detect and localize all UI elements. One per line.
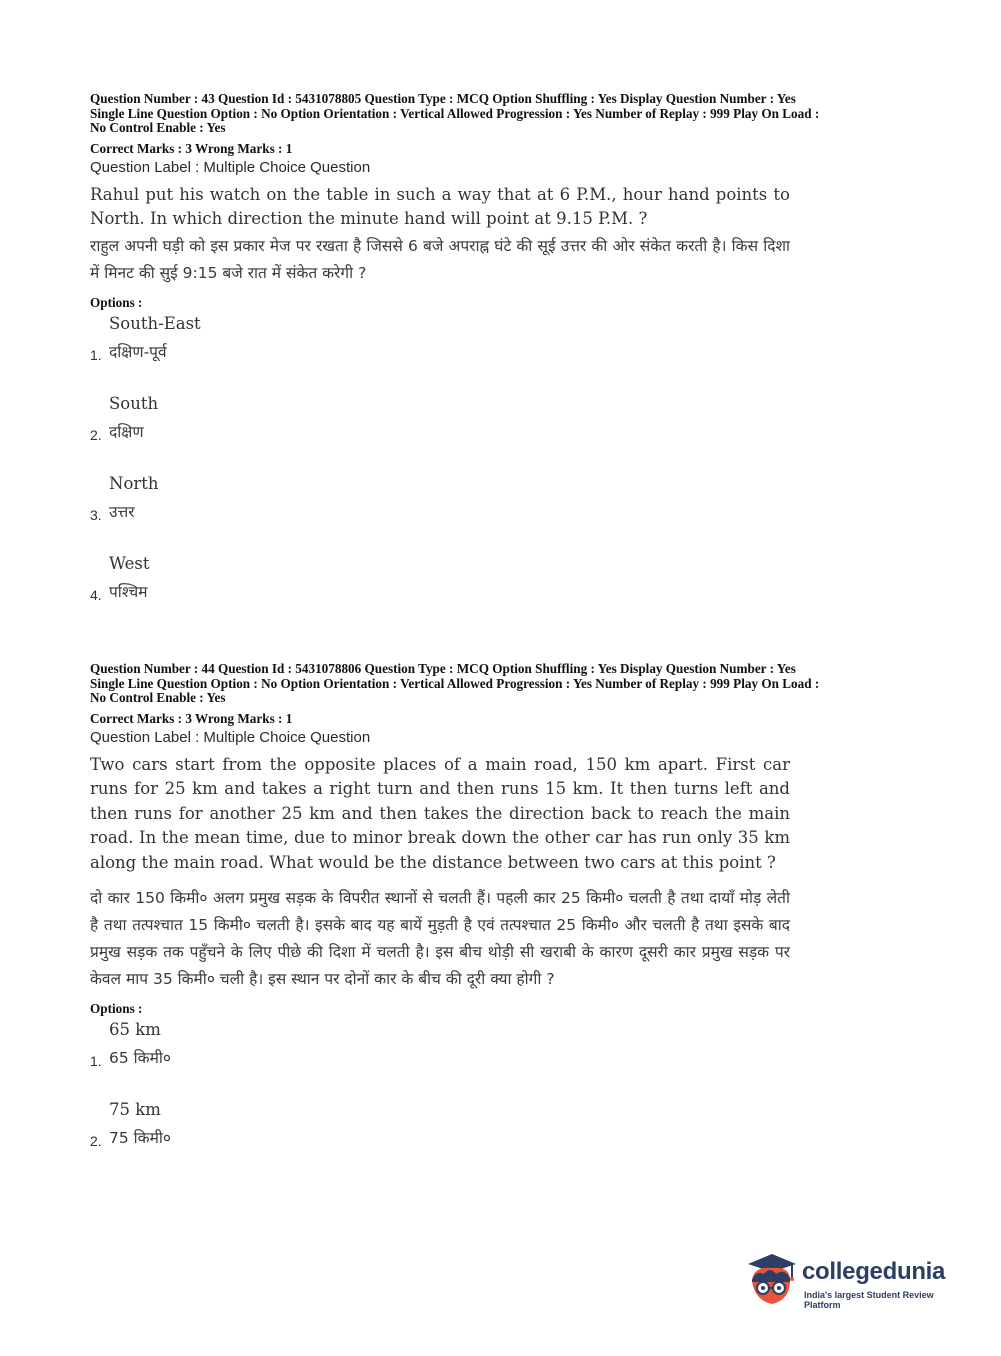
question-marks: Correct Marks : 3 Wrong Marks : 1 (90, 710, 293, 726)
option-1[interactable] (90, 314, 910, 394)
option-text-hindi: 65 किमी० (109, 1049, 171, 1068)
option-text-hindi: 75 किमी० (109, 1129, 171, 1148)
option-3[interactable] (90, 474, 910, 554)
option-text-hindi: दक्षिण (109, 422, 144, 441)
meta-line-2: Single Line Question Option : No Option Orientation : Vertical Allowed Progression : Yes Number of Replay : 999 Play On Load : (90, 105, 820, 121)
option-2[interactable] (90, 394, 910, 474)
option-1[interactable] (90, 1020, 910, 1100)
option-number: 1. (90, 346, 102, 363)
question-label: Question Label : Multiple Choice Question (90, 158, 371, 176)
question-text-english: Two cars start from the opposite places of a main road, 150 km apart. First car runs for 25 km and takes a right turn and then runs 15 km. It then turns left and then runs for another 25 km and then takes the direction back to reach the main road. In the mean time, due to minor break down the other car has run only 35 km along the main road. What would be the distance between two cars at this point ? (90, 754, 790, 872)
option-text-english: South-East (109, 313, 201, 333)
option-text-english: West (109, 553, 150, 573)
question-text-english: Rahul put his watch on the table in such a way that at 6 P.M., hour hand points to North. In which direction the minute hand will point at 9.15 P.M. ? (90, 184, 790, 229)
options-label: Options : (90, 1001, 143, 1017)
option-text-hindi: उत्तर (109, 502, 135, 521)
option-4[interactable] (90, 554, 910, 634)
option-text-english: 75 km (109, 1100, 161, 1120)
option-number: 2. (90, 426, 102, 443)
options-label: Options : (90, 294, 143, 310)
meta-line-2: Single Line Question Option : No Option Orientation : Vertical Allowed Progression : Yes Number of Replay : 999 Play On Load : (90, 675, 820, 691)
meta-line-1: Question Number : 43 Question Id : 5431078805 Question Type : MCQ Option Shuffling : Yes Display Question Number : Yes (90, 91, 796, 106)
mascot-icon (742, 1250, 800, 1310)
question-block-43 (90, 92, 910, 634)
brand-name: collegedunia (802, 1258, 946, 1285)
option-2[interactable] (90, 1100, 910, 1180)
option-number: 3. (90, 506, 102, 523)
option-text-english: North (109, 473, 159, 493)
option-number: 2. (90, 1133, 102, 1150)
option-number: 4. (90, 586, 102, 603)
option-text-english: 65 km (109, 1020, 161, 1040)
question-label: Question Label : Multiple Choice Question (90, 728, 371, 746)
question-meta (90, 662, 910, 706)
brand-tagline: India's largest Student Review Platform (804, 1290, 934, 1310)
question-marks: Correct Marks : 3 Wrong Marks : 1 (90, 140, 293, 156)
option-number: 1. (90, 1053, 102, 1070)
option-text-english: South (109, 393, 159, 413)
option-text-hindi: दक्षिण-पूर्व (109, 342, 167, 361)
meta-line-1: Question Number : 44 Question Id : 5431078806 Question Type : MCQ Option Shuffling : Yes Display Question Number : Yes (90, 661, 796, 676)
collegedunia-logo (742, 1250, 972, 1310)
meta-line-3: No Control Enable : Yes (90, 690, 226, 706)
options-list (90, 314, 910, 634)
option-text-hindi: पश्चिम (109, 582, 148, 601)
question-block-44 (90, 662, 910, 1180)
question-text-hindi: दो कार 150 किमी० अलग प्रमुख सड़क के विपरीत स्थानों से चलती हैं। पहली कार 25 किमी० चलती है तथा दायाँ मोड़ लेती है तथा तत्पश्चात 15 किमी० चलती है। इसके बाद यह बायें मुड़ती है एवं तत्पश्चात 25 किमी० और चलती है तथा इसके बाद प्रमुख सड़क तक पहुँचने के लिए पीछे की दिशा में चलती है। इस बीच थोड़ी सी खराबी के कारण दूसरी कार प्रमुख सड़क पर केवल माप 35 किमी० चली है। इस स्थान पर दोनों कार के बीच की दूरी क्या होगी ? (90, 889, 790, 989)
question-text-hindi: राहुल अपनी घड़ी को इस प्रकार मेज पर रखता है जिससे 6 बजे अपराह्न घंटे की सूई उत्तर की ओर संकेत करती है। किस दिशा में मिनट की सुई 9:15 बजे रात में संकेत करेगी ? (90, 236, 790, 282)
options-list (90, 1020, 910, 1180)
meta-line-3: No Control Enable : Yes (90, 120, 226, 136)
question-meta (90, 92, 910, 136)
